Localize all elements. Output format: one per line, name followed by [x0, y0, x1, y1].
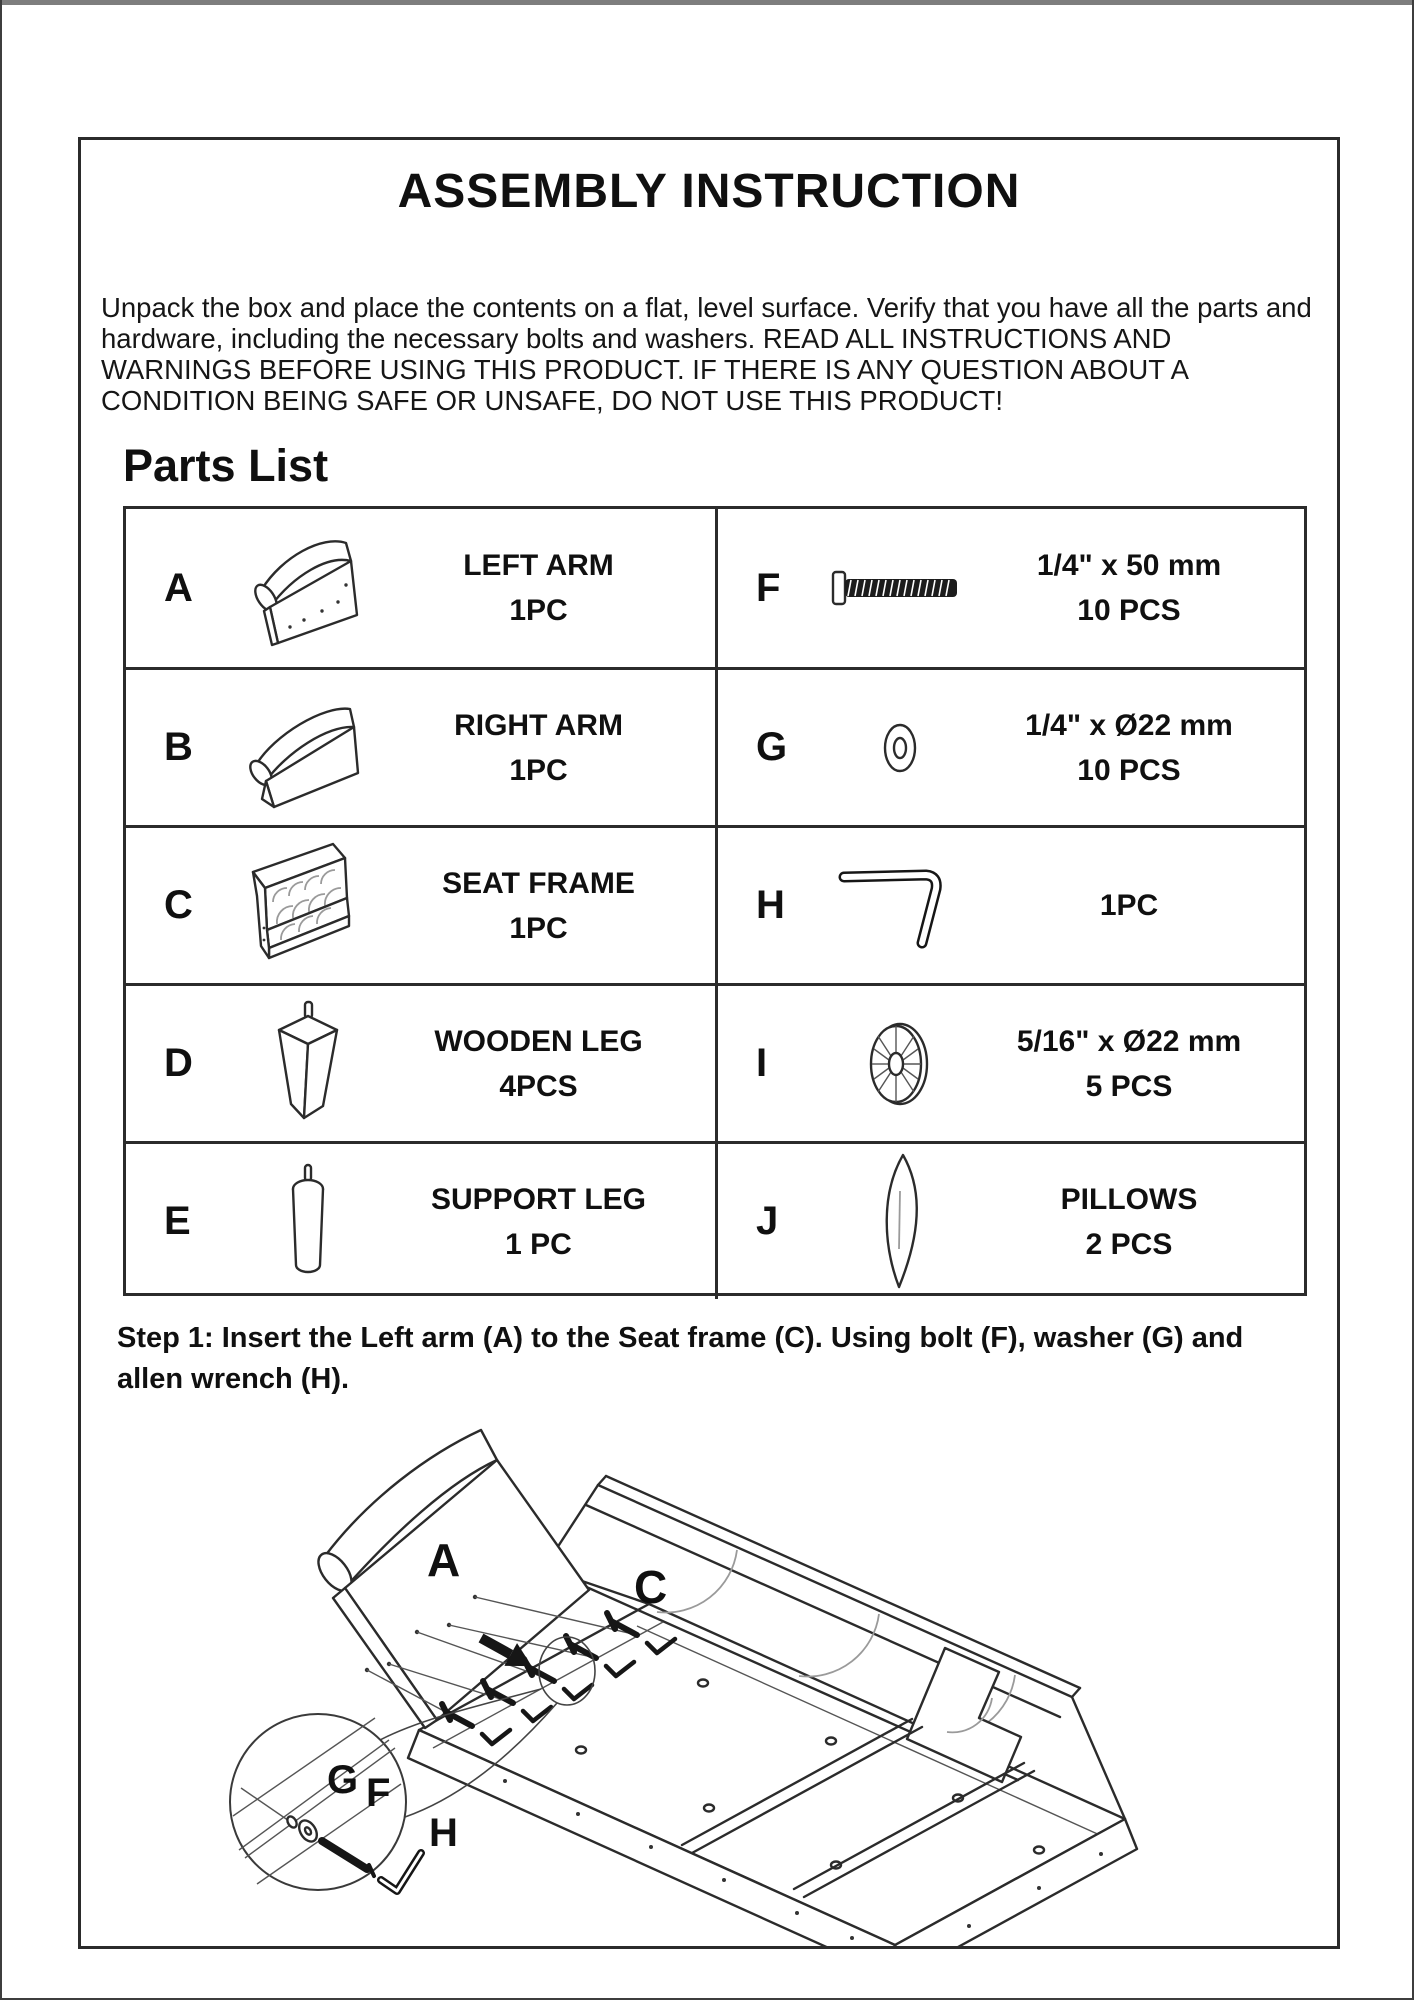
step1-instruction: Step 1: Insert the Left arm (A) to the Seat frame (C). Using bolt (F), washer (G) and allen wrench (H). — [117, 1322, 1244, 1395]
part-name: SEAT FRAME — [442, 866, 635, 900]
part-letter: I — [756, 1041, 768, 1085]
support-leg-icon — [228, 1157, 388, 1287]
part-description — [388, 1019, 715, 1109]
part-qty: 10 PCS — [1077, 594, 1181, 627]
part-letter: B — [164, 725, 193, 769]
label-wrench: H — [429, 1811, 458, 1855]
spoked-washer-icon — [820, 1004, 980, 1124]
right-arm-icon — [228, 683, 388, 813]
part-letter: C — [164, 883, 193, 927]
seat-frame-icon — [228, 836, 388, 976]
table-row — [126, 825, 1304, 983]
part-description — [980, 543, 1304, 633]
part-letter: H — [756, 883, 785, 927]
part-cell-j — [715, 1144, 1304, 1299]
part-qty: 1PC — [509, 911, 568, 945]
part-name: 5/16" x Ø22 mm — [1016, 1024, 1242, 1058]
part-qty: 1PC — [509, 594, 568, 627]
magnifier-detail — [230, 1714, 421, 1891]
label-bolt: F — [366, 1771, 391, 1815]
part-name: LEFT ARM — [463, 549, 614, 582]
label-arm: A — [427, 1534, 461, 1586]
part-name: 1/4" x 50 mm — [1036, 549, 1222, 582]
part-cell-e — [126, 1144, 715, 1299]
intro-paragraph: Unpack the box and place the contents on a flat, level surface. Verify that you have all the parts and hardware, including the necessary bolts and washers. READ ALL INSTRUCTIONS AND WARNINGS BEFORE USING THIS PRODUCT. IF THERE IS ANY QUESTION ABOUT A CONDITION BEING SAFE OR UNSAFE, DO NOT USE THIS PRODUCT! — [101, 292, 1312, 416]
bolt-icon — [820, 558, 980, 618]
page-top-edge — [2, 0, 1412, 5]
table-row — [126, 509, 1304, 667]
table-row — [126, 667, 1304, 825]
part-description — [980, 883, 1304, 928]
part-description — [388, 1177, 715, 1267]
part-description — [980, 703, 1304, 793]
page-title: ASSEMBLY INSTRUCTION — [397, 165, 1021, 218]
part-description — [388, 543, 715, 633]
parts-list-heading: Parts List — [123, 440, 329, 491]
part-cell-h — [715, 828, 1304, 983]
table-row — [126, 983, 1304, 1141]
part-name: RIGHT ARM — [454, 708, 623, 742]
part-qty: 4PCS — [499, 1069, 578, 1103]
part-name: 1/4" x Ø22 mm — [1025, 708, 1233, 742]
part-letter: E — [164, 1199, 191, 1243]
part-cell-b — [126, 670, 715, 825]
part-description — [388, 703, 715, 793]
pillow-icon — [820, 1149, 980, 1294]
part-cell-f — [715, 509, 1304, 667]
part-description — [388, 861, 715, 951]
part-qty: 1PC — [509, 753, 568, 787]
part-letter: J — [756, 1199, 779, 1243]
left-arm-icon — [228, 523, 388, 653]
part-letter: A — [164, 565, 193, 610]
part-letter: D — [164, 1041, 193, 1085]
part-qty: 10 PCS — [1077, 753, 1181, 787]
wooden-leg-icon — [228, 996, 388, 1131]
part-description — [980, 1019, 1304, 1109]
table-row — [126, 1141, 1304, 1299]
washer-icon — [820, 708, 980, 788]
part-name: SUPPORT LEG — [430, 1182, 647, 1216]
part-description — [980, 1177, 1304, 1267]
assembly-diagram — [89, 1398, 1337, 1949]
allen-wrench-icon — [820, 851, 980, 961]
part-qty: 1 PC — [505, 1227, 572, 1261]
content-frame — [78, 137, 1340, 1949]
part-qty: 2 PCS — [1085, 1227, 1173, 1261]
label-washer: G — [327, 1758, 359, 1802]
part-letter: F — [756, 565, 781, 610]
part-name: WOODEN LEG — [434, 1024, 643, 1058]
part-letter: G — [756, 725, 788, 769]
part-name: PILLOWS — [1060, 1182, 1198, 1216]
label-frame: C — [634, 1561, 668, 1613]
part-qty: 1PC — [1099, 889, 1159, 922]
part-cell-a — [126, 509, 715, 667]
part-qty: 5 PCS — [1085, 1069, 1173, 1103]
part-cell-c — [126, 828, 715, 983]
parts-table — [123, 506, 1307, 1296]
part-cell-g — [715, 670, 1304, 825]
part-cell-d — [126, 986, 715, 1141]
part-cell-i — [715, 986, 1304, 1141]
